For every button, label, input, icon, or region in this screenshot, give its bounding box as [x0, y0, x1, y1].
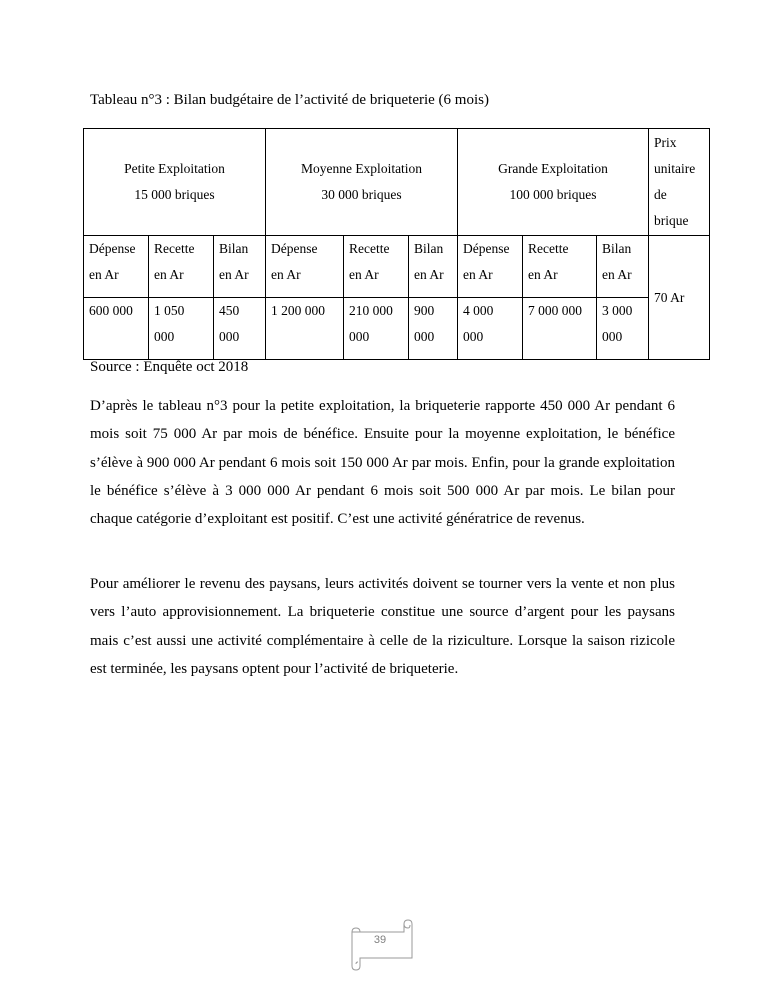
subheader-cell: Recette en Ar: [149, 236, 214, 298]
price-header: Prix unitaire de brique: [649, 129, 710, 236]
group-name: Moyenne Exploitation: [300, 161, 423, 176]
table-header-row: [84, 129, 710, 236]
group-size: 15 000 briques: [134, 187, 215, 202]
group-header-petite: [84, 129, 266, 236]
value-cell: 3 000 000: [597, 298, 649, 360]
subheader-cell: Recette en Ar: [344, 236, 409, 298]
group-size: 30 000 briques: [321, 187, 402, 202]
value-cell: 7 000 000: [523, 298, 597, 360]
paragraph-1: D’après le tableau n°3 pour la petite exploitation, la briqueterie rapporte 450 000 Ar pendant 6 mois soit 75 000 Ar par mois de bénéfice. Ensuite pour la moyenne exploitation, le bénéfice s’élève à 900 000 Ar pendant 6 mois soit 150 000 Ar par mois. Enfin, pour la grande exploitation le bénéfice s’élève à 3 000 000 Ar pendant 6 mois soit 500 000 Ar par mois. Le bilan pour chaque catégorie d’exploitant est positif. C’est une activité génératrice de revenus.: [90, 398, 675, 528]
table-row: [84, 298, 710, 360]
price-value: 70 Ar: [649, 236, 710, 360]
value-cell: 600 000: [84, 298, 149, 360]
subheader-cell: Dépense en Ar: [84, 236, 149, 298]
subheader-cell: Recette en Ar: [523, 236, 597, 298]
value-cell: 1 050 000: [149, 298, 214, 360]
value-cell: 450 000: [214, 298, 266, 360]
group-name: Grande Exploitation: [498, 161, 608, 176]
value-cell: 210 000 000: [344, 298, 409, 360]
value-cell: 1 200 000: [266, 298, 344, 360]
subheader-cell: Bilan en Ar: [214, 236, 266, 298]
paragraph-2: Pour améliorer le revenu des paysans, leurs activités doivent se tourner vers la vente et non plus vers l’auto approvisionnement. La briqueterie constitue une source d’argent pour les paysans mais c’est aussi une activité complémentaire à celle de la riziculture. Lorsque la saison rizicole est terminée, les paysans optent pour l’activité de briqueterie.: [90, 576, 675, 677]
value-cell: 900 000: [409, 298, 458, 360]
group-header-moyenne: [266, 129, 458, 236]
table-caption: Tableau n°3 : Bilan budgétaire de l’activité de briqueterie (6 mois): [90, 92, 489, 108]
subheader-cell: Dépense en Ar: [266, 236, 344, 298]
source-note: Source : Enquête oct 2018: [90, 359, 249, 375]
group-header-grande: [458, 129, 649, 236]
page-number-scroll: [346, 918, 418, 972]
group-size: 100 000 briques: [509, 187, 597, 202]
table-subheader-row: [84, 236, 710, 298]
subheader-cell: Bilan en Ar: [597, 236, 649, 298]
subheader-cell: Bilan en Ar: [409, 236, 458, 298]
group-name: Petite Exploitation: [124, 161, 225, 176]
subheader-cell: Dépense en Ar: [458, 236, 523, 298]
value-cell: 4 000 000: [458, 298, 523, 360]
page-number: 39: [373, 934, 387, 946]
budget-table: [83, 128, 710, 360]
